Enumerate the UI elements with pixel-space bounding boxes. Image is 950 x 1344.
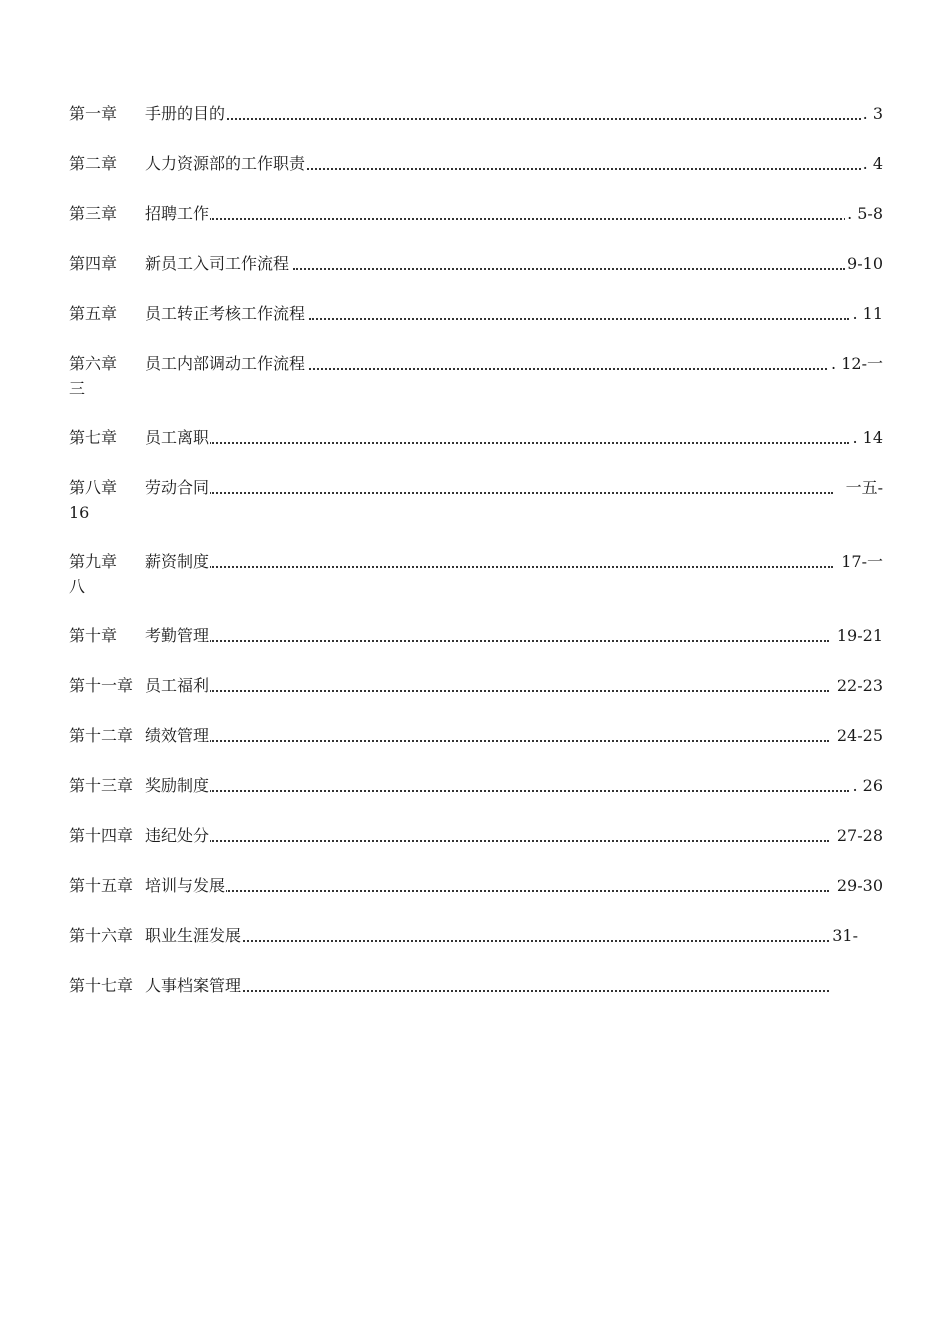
chapter-number: 第七章: [69, 428, 118, 447]
chapter-number: 第十章: [69, 626, 118, 645]
dot-leader: [209, 738, 829, 742]
chapter-title: 新员工入司工作流程: [145, 251, 290, 276]
toc-entry: [69, 873, 883, 898]
page-number: . 3: [861, 101, 883, 126]
page-number-continuation: 16: [69, 503, 90, 522]
toc-entry: [69, 101, 883, 126]
chapter-title: 员工离职: [145, 425, 210, 450]
dot-leader: [209, 688, 829, 692]
toc-entry: [69, 723, 883, 748]
chapter-title: 招聘工作: [145, 201, 210, 226]
toc-entry: [69, 151, 883, 176]
dot-leader: [293, 266, 845, 270]
dot-leader: [209, 216, 849, 220]
toc-entry: [69, 549, 883, 599]
page-number: . 11: [850, 301, 883, 326]
page-number: 29-30: [835, 873, 883, 898]
chapter-number: 第四章: [69, 254, 118, 273]
chapter-number: 第十一章: [69, 676, 134, 695]
dot-leader: [243, 988, 829, 992]
toc-entry: [69, 251, 883, 276]
chapter-number: 第五章: [69, 304, 118, 323]
page-number: . 14: [850, 425, 883, 450]
chapter-title: 绩效管理: [145, 723, 210, 748]
page-number: 19-21: [835, 623, 883, 648]
page-number: . 26: [850, 773, 883, 798]
dot-leader: [243, 938, 829, 942]
chapter-number: 第八章: [69, 478, 118, 497]
toc-entry: [69, 623, 883, 648]
chapter-title: 劳动合同: [145, 475, 210, 500]
dot-leader: [299, 166, 865, 170]
toc-entry: [69, 201, 883, 226]
page-number: 24-25: [835, 723, 883, 748]
page-number: 17-一: [839, 549, 883, 574]
chapter-title: 人力资源部的工作职责: [145, 151, 306, 176]
chapter-title: 违纪处分: [145, 823, 210, 848]
chapter-title: 手册的目的: [145, 101, 226, 126]
chapter-title: 薪资制度: [145, 549, 210, 574]
toc-entry: [69, 823, 883, 848]
dot-leader: [309, 366, 835, 370]
chapter-title: 奖励制度: [145, 773, 210, 798]
chapter-number: 第二章: [69, 154, 118, 173]
page-number: . 12-一: [829, 351, 883, 376]
chapter-number: 第九章: [69, 552, 118, 571]
page-number: . 4: [861, 151, 883, 176]
toc-entry: [69, 425, 883, 450]
chapter-title: 员工转正考核工作流程: [145, 301, 306, 326]
chapter-title: 考勤管理: [145, 623, 210, 648]
chapter-number: 第六章: [69, 354, 118, 373]
chapter-title: 员工内部调动工作流程: [145, 351, 306, 376]
dot-leader: [209, 564, 833, 568]
chapter-title: 培训与发展: [145, 873, 226, 898]
dot-leader: [209, 788, 849, 792]
dot-leader: [209, 638, 829, 642]
toc-entry: [69, 773, 883, 798]
dot-leader: [209, 838, 829, 842]
chapter-number: 第一章: [69, 104, 118, 123]
toc-entry: [69, 301, 883, 326]
chapter-number: 第十三章: [69, 776, 134, 795]
dot-leader: [209, 440, 849, 444]
chapter-title: 人事档案管理: [145, 973, 242, 998]
page-number-continuation: 八: [69, 577, 86, 596]
page-number: 31-: [830, 923, 858, 948]
toc-entry: [69, 673, 883, 698]
dot-leader: [225, 888, 829, 892]
page-number: 27-28: [835, 823, 883, 848]
toc-entry: [69, 973, 883, 998]
chapter-number: 第十六章: [69, 926, 134, 945]
dot-leader: [219, 116, 865, 120]
chapter-number: 第十五章: [69, 876, 134, 895]
chapter-title: 员工福利: [145, 673, 210, 698]
page-number: . 5-8: [845, 201, 883, 226]
chapter-number: 第十七章: [69, 976, 134, 995]
chapter-number: 第三章: [69, 204, 118, 223]
toc-entry: [69, 351, 883, 401]
chapter-number: 第十二章: [69, 726, 134, 745]
page-number: 9-10: [845, 251, 883, 276]
table-of-contents: [69, 101, 883, 1023]
toc-entry: [69, 923, 883, 948]
dot-leader: [309, 316, 849, 320]
chapter-number: 第十四章: [69, 826, 134, 845]
toc-entry: [69, 475, 883, 525]
page-number-continuation: 三: [69, 379, 86, 398]
dot-leader: [209, 490, 833, 494]
chapter-title: 职业生涯发展: [145, 923, 242, 948]
page-number: 22-23: [835, 673, 883, 698]
page-number: 一五-: [844, 475, 883, 500]
